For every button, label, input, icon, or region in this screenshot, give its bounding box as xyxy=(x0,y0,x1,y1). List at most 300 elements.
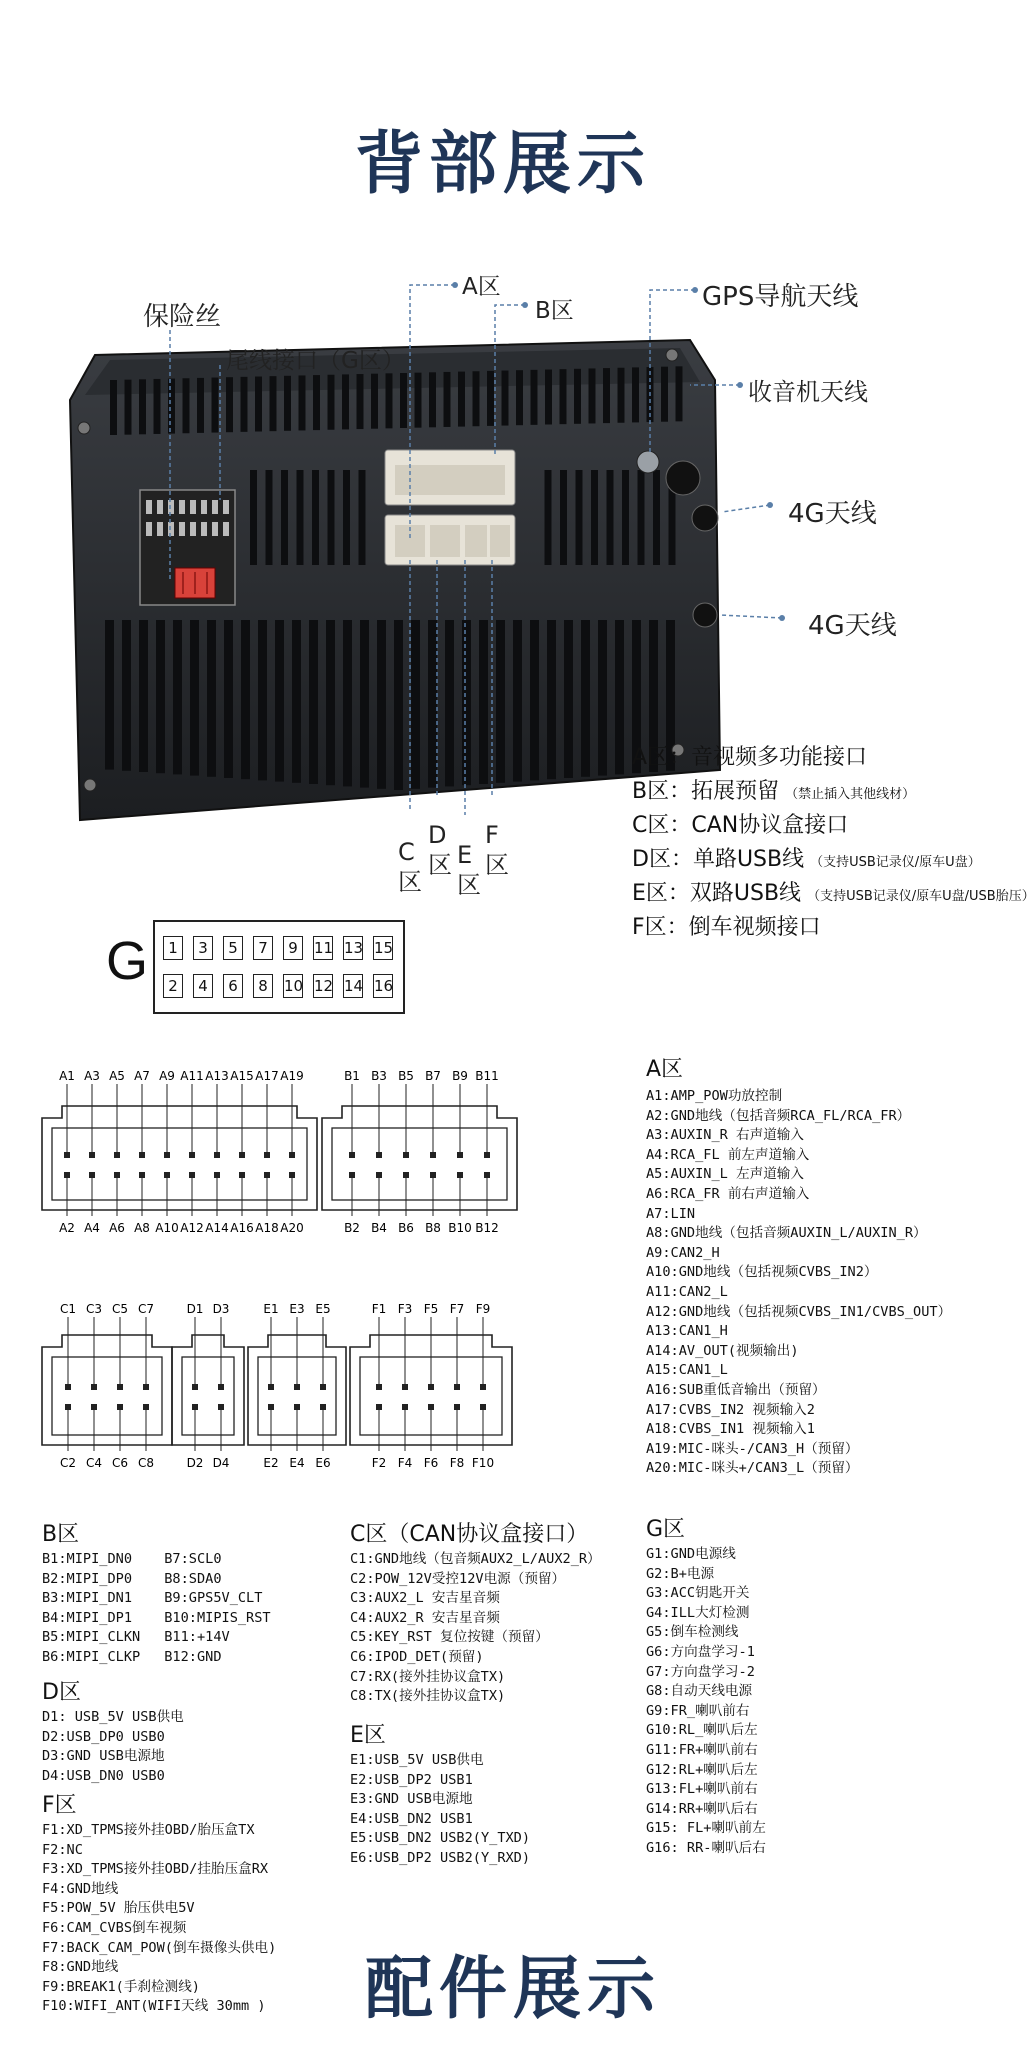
pin-hole xyxy=(484,1172,490,1178)
pin-hole xyxy=(139,1152,145,1158)
g-connector-letter: G xyxy=(106,931,149,991)
vent-slot xyxy=(258,620,267,780)
pin-hole xyxy=(428,1404,434,1410)
pin-connector-connector_f xyxy=(350,1302,512,1470)
vent-slot xyxy=(429,372,436,427)
pin-label-top: A17 xyxy=(255,1069,279,1083)
a-pin-item: A17:CVBS_IN2 视频输入2 xyxy=(646,1401,815,1418)
vent-slot xyxy=(309,620,318,784)
g-pin-item: G5:倒车检测线 xyxy=(646,1624,739,1641)
pin-label-top: F1 xyxy=(371,1302,387,1316)
vent-slot xyxy=(226,377,233,432)
g-pin-item: G6:方向盘学习-1 xyxy=(646,1643,755,1660)
callout-fuse: 保险丝 xyxy=(143,302,222,332)
vent-slot xyxy=(255,377,262,432)
pin-hole xyxy=(484,1152,490,1158)
tail-pin xyxy=(212,500,218,514)
f-pin-item: F6:CAM_CVBS倒车视频 xyxy=(42,1919,187,1936)
pin-label-top: C1 xyxy=(59,1302,77,1316)
c-zone-title: C区（CAN协议盒接口） xyxy=(350,1522,589,1547)
vent-slot xyxy=(224,620,233,778)
c-zone-pin-list xyxy=(350,1517,601,1707)
a-pin-item: A5:AUXIN_L 左声道输入 xyxy=(646,1166,804,1183)
pin-label-top: E1 xyxy=(263,1302,279,1316)
zone-legend-row xyxy=(632,910,1035,944)
a-pin-item: A1:AMP_POW功放控制 xyxy=(646,1088,783,1104)
vent-slot xyxy=(560,470,567,565)
pin-hole xyxy=(480,1384,486,1390)
f-zone-title: F区 xyxy=(42,1793,77,1818)
pin-label-top: A13 xyxy=(205,1069,229,1083)
pin-hole xyxy=(117,1384,123,1390)
pin-label-top: A15 xyxy=(230,1069,254,1083)
vent-slot xyxy=(496,620,505,783)
connector-frame xyxy=(172,1335,244,1445)
pin-hole xyxy=(214,1172,220,1178)
pin-hole xyxy=(218,1384,224,1390)
vent-slot xyxy=(581,620,590,777)
vent-slot xyxy=(516,370,523,425)
zone-legend-row xyxy=(632,774,1035,808)
pin-label-top: E3 xyxy=(289,1302,305,1316)
vent-slot xyxy=(574,369,581,424)
pin-label-top: A7 xyxy=(134,1069,150,1083)
pin-hole xyxy=(164,1172,170,1178)
a-pin-item: A11:CAN2_L xyxy=(646,1283,728,1300)
vent-slot xyxy=(676,366,683,421)
g-pin-cell: 5 xyxy=(223,936,243,960)
pin-label-bottom: C2 xyxy=(59,1456,77,1470)
pin-label-top: F3 xyxy=(397,1302,413,1316)
vent-slot xyxy=(359,470,366,565)
e-pin-item: E2:USB_DP2 USB1 xyxy=(350,1771,473,1788)
b-pin-item: B7:SCL0 xyxy=(164,1551,222,1567)
a-pin-item: A13:CAN1_H xyxy=(646,1323,728,1340)
pin-hole xyxy=(376,1384,382,1390)
pin-connector-connector_b xyxy=(322,1069,517,1235)
tail-pin xyxy=(168,522,174,536)
pin-label-bottom: A16 xyxy=(230,1221,254,1235)
zone-legend-label: F区：倒车视频接口 xyxy=(632,915,821,940)
vent-slot xyxy=(428,620,437,788)
pin-label-bottom: A20 xyxy=(280,1221,304,1235)
g-pin-cell: 9 xyxy=(283,936,303,960)
a-pin-item: A15:CAN1_L xyxy=(646,1362,728,1379)
g-pin-cell: 15 xyxy=(373,936,393,960)
vent-slot xyxy=(168,379,175,434)
pin-connector-connector_c xyxy=(42,1302,172,1470)
g-pin-cell: 10 xyxy=(283,974,303,998)
pin-hole xyxy=(457,1152,463,1158)
tail-pin xyxy=(201,522,207,536)
zone-legend-note: （支持USB记录仪/原车U盘） xyxy=(810,855,981,870)
pin-hole xyxy=(192,1404,198,1410)
c-pin-item: C2:POW_12V受控12V电源（预留） xyxy=(350,1570,566,1587)
b-pin-item: B12:GND xyxy=(164,1648,222,1665)
g-pin-cell: 7 xyxy=(253,936,273,960)
pin-label-bottom: C8 xyxy=(137,1456,155,1470)
pin-label-bottom: B6 xyxy=(398,1221,414,1235)
b-pin-item: B5:MIPI_CLKN xyxy=(42,1629,141,1646)
pin-label-top: F9 xyxy=(475,1302,491,1316)
pin-hole xyxy=(349,1152,355,1158)
pin-label-top: A19 xyxy=(280,1069,304,1083)
g-pin-cell: 14 xyxy=(343,974,363,998)
pin-hole xyxy=(430,1172,436,1178)
pin-label-top: B7 xyxy=(425,1069,441,1083)
zone-legend xyxy=(632,740,1035,944)
pin-hole xyxy=(143,1384,149,1390)
callout-a-zone: A区 xyxy=(462,274,501,300)
a-pin-item: A18:CVBS_IN1 视频输入1 xyxy=(646,1421,815,1438)
f-pin-item: F4:GND地线 xyxy=(42,1880,119,1897)
vent-slot xyxy=(560,369,567,424)
vent-slot xyxy=(266,470,273,565)
g-pin-item: G12:RL+喇叭后左 xyxy=(646,1761,758,1778)
vent-slot xyxy=(342,374,349,429)
g-connector-diagram xyxy=(153,920,405,1014)
pin-hole xyxy=(457,1172,463,1178)
d-pin-item: D2:USB_DP0 USB0 xyxy=(42,1728,165,1745)
b-pin-item: B10:MIPIS_RST xyxy=(164,1609,271,1626)
a-pin-item: A10:GND地线（包括视频CVBS_IN2） xyxy=(646,1264,878,1281)
pin-label-bottom: C4 xyxy=(85,1456,103,1470)
g-pin-cell: 12 xyxy=(313,974,333,998)
vent-slot xyxy=(638,470,645,565)
g-pin-item: G7:方向盘学习-2 xyxy=(646,1663,755,1680)
pin-label-top: C7 xyxy=(137,1302,155,1316)
pin-label-bottom: E4 xyxy=(289,1456,305,1470)
vent-slot xyxy=(458,372,465,427)
f-pin-item: F8:GND地线 xyxy=(42,1959,119,1976)
connector-inner-frame xyxy=(52,1128,307,1200)
vent-slot xyxy=(241,620,250,779)
pin-label-bottom: E6 xyxy=(315,1456,331,1470)
vent-slot xyxy=(360,620,369,788)
connector-inner-frame xyxy=(332,1128,507,1200)
pin-label-bottom: B8 xyxy=(425,1221,441,1235)
vent-slot xyxy=(284,376,291,431)
vent-slot xyxy=(241,377,248,432)
vent-slot xyxy=(530,620,539,780)
pin-label-bottom: D2 xyxy=(186,1456,204,1470)
pin-hole xyxy=(65,1384,71,1390)
pin-hole xyxy=(403,1152,409,1158)
pin-label-bottom: D4 xyxy=(212,1456,230,1470)
pin-label-bottom: C6 xyxy=(111,1456,129,1470)
pin-label-bottom: A6 xyxy=(109,1221,125,1235)
pin-label-top: D1 xyxy=(186,1302,204,1316)
vent-slot xyxy=(250,470,257,565)
pin-label-bottom: A14 xyxy=(205,1221,229,1235)
g-pin-item: G13:FL+喇叭前右 xyxy=(646,1781,758,1798)
vent-slot xyxy=(139,379,146,434)
pin-label-bottom: B12 xyxy=(475,1221,499,1235)
pin-label-bottom: A2 xyxy=(59,1221,75,1235)
vent-slot xyxy=(297,470,304,565)
pin-label-bottom: B10 xyxy=(448,1221,472,1235)
pin-hole xyxy=(428,1384,434,1390)
vent-slot xyxy=(326,620,335,785)
a-pin-item: A6:RCA_FR 前右声道输入 xyxy=(646,1185,810,1202)
vent-slot xyxy=(343,470,350,565)
a-pin-item: A8:GND地线（包括音频AUXIN_L/AUXIN_R） xyxy=(646,1225,927,1242)
b-pin-item: B1:MIPI_DN0 xyxy=(42,1551,133,1567)
vent-slot xyxy=(281,470,288,565)
vent-slot xyxy=(513,620,522,782)
pin-label-top: B5 xyxy=(398,1069,414,1083)
g-pin-item: G4:ILL大灯检测 xyxy=(646,1604,750,1621)
pin-label-bottom: F10 xyxy=(471,1456,495,1470)
callout-tail-connector: 尾线接口（G区） xyxy=(226,348,405,374)
pin-label-top: B9 xyxy=(452,1069,468,1083)
vent-slot xyxy=(313,375,320,430)
vent-slot xyxy=(545,470,552,565)
g-pin-cell: 6 xyxy=(223,974,243,998)
pin-connector-connector_d xyxy=(172,1302,244,1470)
pin-hole xyxy=(454,1404,460,1410)
vent-slot xyxy=(591,470,598,565)
a-pin-item: A2:GND地线（包括音频RCA_FL/RCA_FR） xyxy=(646,1107,911,1124)
tail-pin xyxy=(179,500,185,514)
e-pin-item: E6:USB_DP2 USB2(Y_RXD) xyxy=(350,1849,531,1866)
zone-legend-label: A区：音视频多功能接口 xyxy=(632,745,868,770)
g-pin-cell: 11 xyxy=(313,936,333,960)
pin-hole xyxy=(480,1404,486,1410)
pin-hole xyxy=(189,1152,195,1158)
e-pin-item: E5:USB_DN2 USB2(Y_TXD) xyxy=(350,1830,531,1847)
g-pin-item: G8:自动天线电源 xyxy=(646,1683,753,1700)
vent-slot xyxy=(183,378,190,433)
pin-label-bottom: E2 xyxy=(263,1456,279,1470)
a-zone-title: A区 xyxy=(646,1057,684,1082)
pin-hole xyxy=(214,1152,220,1158)
tail-pin xyxy=(146,522,152,536)
b-pin-item: B8:SDA0 xyxy=(164,1570,222,1587)
vent-slot xyxy=(154,379,161,434)
a-pin-item: A16:SUB重低音输出（预留） xyxy=(646,1381,826,1398)
pin-connector-connector_e xyxy=(248,1302,346,1470)
pin-label-top: F5 xyxy=(423,1302,439,1316)
pin-hole xyxy=(289,1172,295,1178)
connector-frame xyxy=(42,1106,317,1210)
vent-slot xyxy=(125,380,132,435)
vent-slot xyxy=(545,370,552,425)
b-pin-item: B11:+14V xyxy=(164,1629,230,1646)
g-pin-cell: 13 xyxy=(343,936,363,960)
d-pin-item: D4:USB_DN0 USB0 xyxy=(42,1767,165,1784)
vent-slot xyxy=(622,470,629,565)
d-pin-item: D1: USB_5V USB供电 xyxy=(42,1709,184,1725)
vent-slot xyxy=(122,620,131,771)
pin-hole xyxy=(117,1404,123,1410)
pin-hole xyxy=(89,1172,95,1178)
g-pin-cell: 4 xyxy=(193,974,213,998)
f-pin-item: F2:NC xyxy=(42,1841,83,1858)
callout-gps-antenna: GPS导航天线 xyxy=(702,282,859,312)
vent-slot xyxy=(400,373,407,428)
pin-hole xyxy=(189,1172,195,1178)
vent-slot xyxy=(343,620,352,786)
tail-pin xyxy=(179,522,185,536)
pin-hole xyxy=(264,1152,270,1158)
vent-slot xyxy=(371,374,378,429)
f-pin-item: F1:XD_TPMS接外挂OBD/胎压盒TX xyxy=(42,1822,255,1838)
callout-e-zone: E区 xyxy=(457,841,481,899)
vent-slot xyxy=(502,371,509,426)
pin-label-top: A5 xyxy=(109,1069,125,1083)
g-zone-title: G区 xyxy=(646,1517,686,1542)
vent-slot xyxy=(275,620,284,782)
b-pin-item: B3:MIPI_DN1 xyxy=(42,1590,133,1607)
vent-slot xyxy=(479,620,488,784)
pin-hole xyxy=(430,1152,436,1158)
pin-hole xyxy=(402,1384,408,1390)
callout-f-zone: F区 xyxy=(485,821,509,879)
vent-slot xyxy=(156,620,165,773)
pin-hole xyxy=(139,1172,145,1178)
b-zone-pin-list xyxy=(42,1517,271,1668)
vent-slot xyxy=(377,620,386,789)
c-pin-item: C3:AUX2_L 安吉星音频 xyxy=(350,1590,500,1607)
g-pin-item: G3:ACC钥匙开关 xyxy=(646,1585,750,1602)
pin-label-bottom: F6 xyxy=(423,1456,439,1470)
pin-label-bottom: F2 xyxy=(371,1456,387,1470)
e-zone-pin-list xyxy=(350,1718,530,1869)
f-pin-item: F3:XD_TPMS接外挂OBD/挂胎压盒RX xyxy=(42,1861,269,1878)
pin-hole xyxy=(91,1404,97,1410)
connector-frame xyxy=(42,1335,172,1445)
pin-hole xyxy=(239,1152,245,1158)
vent-slot xyxy=(603,368,610,423)
b-zone-title: B区 xyxy=(42,1522,80,1547)
g-pin-cell: 1 xyxy=(163,936,183,960)
c-pin-item: C8:TX(接外挂协议盒TX) xyxy=(350,1688,506,1705)
pin-label-top: C3 xyxy=(85,1302,103,1316)
vent-slot xyxy=(299,375,306,430)
a-pin-item: A9:CAN2_H xyxy=(646,1244,720,1261)
pin-label-bottom: A12 xyxy=(180,1221,204,1235)
tail-pin xyxy=(190,500,196,514)
c-pin-item: C4:AUX2_R 安吉星音频 xyxy=(350,1609,500,1626)
pin-label-bottom: F8 xyxy=(449,1456,465,1470)
vent-slot xyxy=(661,367,668,422)
pin-hole xyxy=(403,1172,409,1178)
vent-slot xyxy=(445,620,454,786)
a-pin-item: A20:MIC-咪头+/CAN3_L（预留） xyxy=(646,1460,859,1477)
pin-label-bottom: B4 xyxy=(371,1221,387,1235)
g-pin-item: G16: RR-喇叭后右 xyxy=(646,1839,766,1856)
zone-legend-row xyxy=(632,808,1035,842)
pin-hole xyxy=(268,1404,274,1410)
pin-hole xyxy=(114,1152,120,1158)
pin-hole xyxy=(294,1384,300,1390)
vent-slot xyxy=(212,378,219,433)
vent-slot xyxy=(312,470,319,565)
vent-slot xyxy=(547,620,556,779)
pin-hole xyxy=(349,1172,355,1178)
pin-hole xyxy=(64,1152,70,1158)
pin-hole xyxy=(264,1172,270,1178)
tail-pin xyxy=(201,500,207,514)
pin-hole xyxy=(91,1384,97,1390)
zone-legend-row xyxy=(632,842,1035,876)
zone-legend-note: （禁止插入其他线材） xyxy=(785,787,916,802)
a-pin-item: A7:LIN xyxy=(646,1205,696,1222)
vent-slot xyxy=(653,470,660,565)
f-pin-item: F9:BREAK1(手刹检测线) xyxy=(42,1978,200,1995)
pin-hole xyxy=(289,1152,295,1158)
vent-slot xyxy=(197,378,204,433)
g-pin-item: G10:RL_喇叭后左 xyxy=(646,1722,758,1739)
pin-label-bottom: F4 xyxy=(397,1456,413,1470)
pin-label-top: B3 xyxy=(371,1069,387,1083)
tail-pin xyxy=(223,500,229,514)
vent-slot xyxy=(564,620,573,778)
f-pin-item: F7:BACK_CAM_POW(倒车摄像头供电) xyxy=(42,1939,277,1956)
g-zone-pin-list xyxy=(646,1512,766,1859)
pin-label-top: B1 xyxy=(344,1069,360,1083)
g-pin-cell: 16 xyxy=(373,974,393,998)
b-pin-item: B9:GPS5V_CLT xyxy=(164,1590,263,1607)
zone-legend-label: C区：CAN协议盒接口 xyxy=(632,813,849,838)
callout-c-zone: C区 xyxy=(398,838,422,896)
vent-slot xyxy=(105,620,114,770)
callout-4g-antenna-1: 4G天线 xyxy=(788,499,877,529)
a-zone-pin-list xyxy=(646,1052,951,1479)
pin-label-bottom: B2 xyxy=(344,1221,360,1235)
pin-label-bottom: A10 xyxy=(155,1221,179,1235)
vent-slot xyxy=(139,620,148,772)
pin-label-top: C5 xyxy=(111,1302,129,1316)
vent-slot xyxy=(394,620,403,790)
b-pin-item: B2:MIPI_DP0 xyxy=(42,1570,133,1587)
vent-slot xyxy=(411,620,420,789)
f-zone-pin-list xyxy=(42,1788,276,2017)
vent-slot xyxy=(292,620,301,783)
pin-label-top: A1 xyxy=(59,1069,75,1083)
vent-slot xyxy=(598,620,607,776)
pin-hole xyxy=(64,1172,70,1178)
pin-label-top: A3 xyxy=(84,1069,100,1083)
g-pin-item: G15: FL+喇叭前左 xyxy=(646,1820,766,1837)
pin-hole xyxy=(268,1384,274,1390)
vent-slot xyxy=(190,620,199,776)
pin-hole xyxy=(320,1384,326,1390)
vent-slot xyxy=(270,376,277,431)
g-pin-cell: 8 xyxy=(253,974,273,998)
a-pin-item: A4:RCA_FL 前左声道输入 xyxy=(646,1146,810,1163)
f-pin-item: F5:POW_5V 胎压供电5V xyxy=(42,1900,195,1917)
pin-label-top: B11 xyxy=(475,1069,499,1083)
a-pin-item: A19:MIC-咪头-/CAN3_H（预留） xyxy=(646,1440,859,1457)
pin-hole xyxy=(114,1172,120,1178)
vent-slot xyxy=(462,620,471,785)
bottom-title: 配件展示 xyxy=(365,1949,662,2029)
callout-radio-antenna: 收音机天线 xyxy=(748,378,868,406)
vent-slot xyxy=(328,470,335,565)
pin-label-bottom: A4 xyxy=(84,1221,100,1235)
vent-slot xyxy=(386,373,393,428)
pin-label-bottom: A18 xyxy=(255,1221,279,1235)
pin-label-top: D3 xyxy=(212,1302,230,1316)
e-zone-title: E区 xyxy=(350,1723,386,1748)
connector-inner-frame xyxy=(182,1357,234,1435)
pin-hole xyxy=(218,1404,224,1410)
pin-connector-connector_a xyxy=(42,1069,317,1235)
g-pin-cell: 2 xyxy=(163,974,183,998)
vent-slot xyxy=(618,368,625,423)
